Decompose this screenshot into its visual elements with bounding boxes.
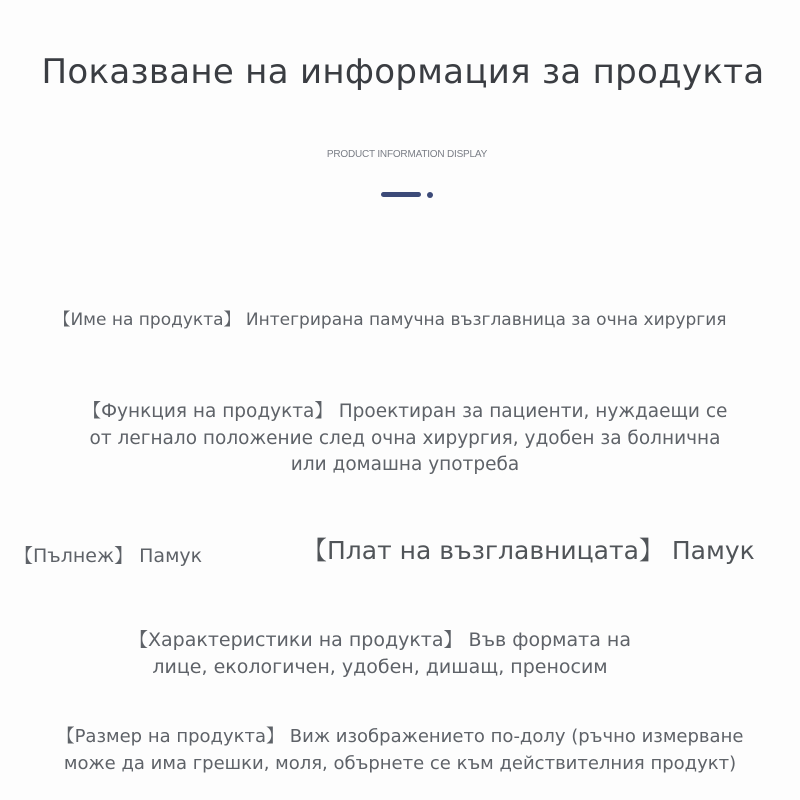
title-divider xyxy=(381,191,441,199)
product-function-label: 【Функция на продукта】 xyxy=(82,401,333,422)
divider-dot xyxy=(427,192,433,198)
size-row xyxy=(0,724,800,777)
product-function-text-1: Проектиран за пациенти, нуждаещи се xyxy=(332,401,728,422)
product-name-label: 【Име на продукта】 xyxy=(53,310,241,330)
size-text-1: Виж изображението по-долу (ръчно измерване xyxy=(284,726,744,747)
filling-row xyxy=(14,543,202,570)
features-row xyxy=(60,627,700,680)
product-function-row xyxy=(20,399,790,479)
pillow-cover-label: 【Плат на възглавницата】 xyxy=(302,536,664,565)
size-text-2: може да има грешки, моля, обърнете се към действителния продукт) xyxy=(63,752,737,774)
product-function-text-3: или домашна употреба xyxy=(290,454,520,475)
features-label: 【Характеристики на продукта】 xyxy=(129,629,463,651)
divider-bar xyxy=(381,192,421,197)
product-name-row xyxy=(0,307,780,334)
filling-value: Памук xyxy=(133,545,203,567)
product-function-text-2: от легнало положение след очна хирургия, удобен за болнична xyxy=(89,427,721,449)
pillow-cover-row xyxy=(302,538,755,565)
page-title: Показване на информация за продукта xyxy=(41,52,765,92)
pillow-cover-value: Памук xyxy=(663,536,755,565)
size-label: 【Размер на продукта】 xyxy=(56,726,285,747)
filling-label: 【Пълнеж】 xyxy=(14,545,134,567)
product-name-value: Интегрирана памучна възглавница за очна хирургия xyxy=(240,310,727,330)
features-text-2: лице, екологичен, удобен, дишащ, преносим xyxy=(152,655,608,678)
features-text-1: Във формата на xyxy=(462,629,631,651)
page-subtitle: PRODUCT INFORMATION DISPLAY xyxy=(326,149,488,160)
